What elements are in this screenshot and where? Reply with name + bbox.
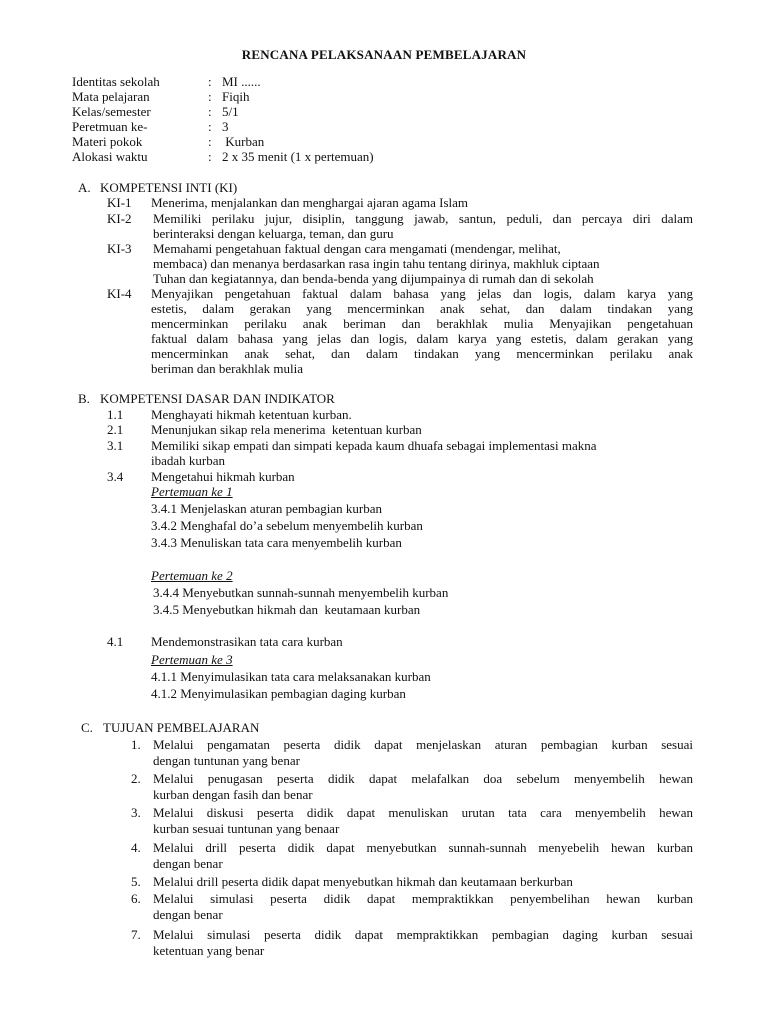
document-title: RENCANA PELAKSANAAN PEMBELAJARAN [241,47,527,62]
indicator-item: 4.1.2 Menyimulasikan pembagian daging kurban [151,686,406,701]
identity-colon: : [208,89,212,104]
ki-code: KI-3 [107,241,132,256]
section-title: KOMPETENSI DASAR DAN INDIKATOR [100,391,335,406]
identity-label: Alokasi waktu [72,149,148,164]
objective-number: 2. [131,771,141,786]
pertemuan-heading: Pertemuan ke 2 [151,568,233,583]
kd-number: 1.1 [107,407,124,422]
identity-value: Fiqih [222,89,250,104]
objective-number: 4. [131,840,141,855]
ki-text: Menerima, menjalankan dan menghargai ajaran agama Islam [151,195,469,210]
kd-text: Memiliki sikap empati dan simpati kepada kaum dhuafa sebagai implementasi makna [151,438,597,453]
objective-text: Melalui simulasi peserta didik dapat mempraktikkan penyembelihan hewan kurban [153,891,693,906]
identity-value: MI ...... [222,74,261,89]
objective-text: ketentuan yang benar [153,943,265,958]
kd-text: Mendemonstrasikan tata cara kurban [151,634,343,649]
pertemuan-heading: Pertemuan ke 3 [151,652,233,667]
indicator-item: 3.4.1 Menjelaskan aturan pembagian kurban [151,501,383,516]
ki-text: Memiliki perilaku jujur, disiplin, tanggung jawab, santun, peduli, dan percaya diri dalam [153,211,693,226]
ki-code: KI-1 [107,195,132,210]
ki-text: Menyajikan pengetahuan faktual dalam bahasa yang jelas dan logis, dalam karya yang [151,286,693,301]
ki-text: beriman dan berakhlak mulia [151,361,303,376]
section-letter: B. [78,391,90,406]
kd-number: 2.1 [107,422,124,437]
identity-colon: : [208,119,212,134]
kd-number: 3.1 [107,438,124,453]
identity-value: 5/1 [222,104,239,119]
kd-text: Menunjukan sikap rela menerima ketentuan kurban [151,422,422,437]
identity-value: 2 x 35 menit (1 x pertemuan) [222,149,374,164]
pertemuan-heading: Pertemuan ke 1 [151,484,233,499]
objective-text: kurban dengan fasih dan benar [153,787,313,802]
section-heading-c [81,720,259,735]
indicator-item: 3.4.2 Menghafal do’a sebelum menyembelih kurban [151,518,423,533]
ki-code: KI-4 [107,286,132,301]
ki-text: estetis, dalam gerakan yang mencerminkan anak sehat, dan dalam tindakan yang [151,301,693,316]
indicator-item: 3.4.4 Menyebutkan sunnah-sunnah menyembelih kurban [153,585,449,600]
objective-number: 6. [131,891,141,906]
identity-label: Identitas sekolah [72,74,160,89]
section-title: TUJUAN PEMBELAJARAN [103,720,260,735]
section-heading-b [78,391,335,406]
objective-number: 5. [131,874,141,889]
section-letter: C. [81,720,93,735]
identity-label: Peretmuan ke- [72,119,148,134]
identity-label: Kelas/semester [72,104,151,119]
objective-number: 1. [131,737,141,752]
indicator-item: 3.4.5 Menyebutkan hikmah dan keutamaan kurban [153,602,421,617]
section-letter: A. [78,180,91,195]
kd-text: ibadah kurban [151,453,226,468]
indicator-item: 4.1.1 Menyimulasikan tata cara melaksanakan kurban [151,669,431,684]
objective-text: Melalui diskusi peserta didik dapat menuliskan urutan tata cara menyembelih hewan [153,805,693,820]
objective-number: 7. [131,927,141,942]
kd-text: Menghayati hikmah ketentuan kurban. [151,407,352,422]
ki-text: faktual dalam bahasa yang jelas dan logis, dalam karya yang estetis, dalam gerakan yang [151,331,693,346]
kd-number: 4.1 [107,634,124,649]
identity-label: Materi pokok [72,134,143,149]
identity-value: 3 [222,119,229,134]
ki-text: membaca) dan menanya berdasarkan rasa ingin tahu tentang dirinya, makhluk ciptaan [153,256,600,271]
identity-value: Kurban [222,134,265,149]
ki-code: KI-2 [107,211,132,226]
objective-text: Melalui pengamatan peserta didik dapat menjelaskan aturan pembagian kurban sesuai [153,737,693,752]
objective-text: dengan tuntunan yang benar [153,753,300,768]
section-heading-a [78,180,237,195]
identity-colon: : [208,149,212,164]
identity-colon: : [208,134,212,149]
objective-text: dengan benar [153,907,223,922]
ki-text: berinteraksi dengan keluarga, teman, dan guru [153,226,394,241]
objective-text: Melalui drill peserta didik dapat menyebutkan sunnah-sunnah menyebelih hewan kurban [153,840,693,855]
identity-label: Mata pelajaran [72,89,150,104]
objective-text: Melalui simulasi peserta didik dapat mempraktikkan pembagian daging kurban sesuai [153,927,693,942]
objective-text: Melalui penugasan peserta didik dapat melafalkan doa sebelum menyembelih hewan [153,771,693,786]
ki-text: Tuhan dan kegiatannya, dan benda-benda yang dijumpainya di rumah dan di sekolah [153,271,594,286]
ki-text: Memahami pengetahuan faktual dengan cara mengamati (mendengar, melihat, [153,241,561,256]
indicator-item: 3.4.3 Menuliskan tata cara menyembelih kurban [151,535,402,550]
objective-text: kurban sesuai tuntunan yang benaar [153,821,340,836]
section-title: KOMPETENSI INTI (KI) [100,180,238,195]
identity-colon: : [208,104,212,119]
objective-text: dengan benar [153,856,223,871]
objective-number: 3. [131,805,141,820]
ki-text: mencerminkan anak sehat, dan dalam tindakan yang mencerminkan perilaku anak [151,346,693,361]
kd-number: 3.4 [107,469,124,484]
ki-text: mencerminkan perilaku anak beriman dan berakhlak mulia Menyajikan pengetahuan [151,316,693,331]
objective-text: Melalui drill peserta didik dapat menyebutkan hikmah dan keutamaan berkurban [153,874,573,889]
identity-colon: : [208,74,212,89]
kd-text: Mengetahui hikmah kurban [151,469,295,484]
